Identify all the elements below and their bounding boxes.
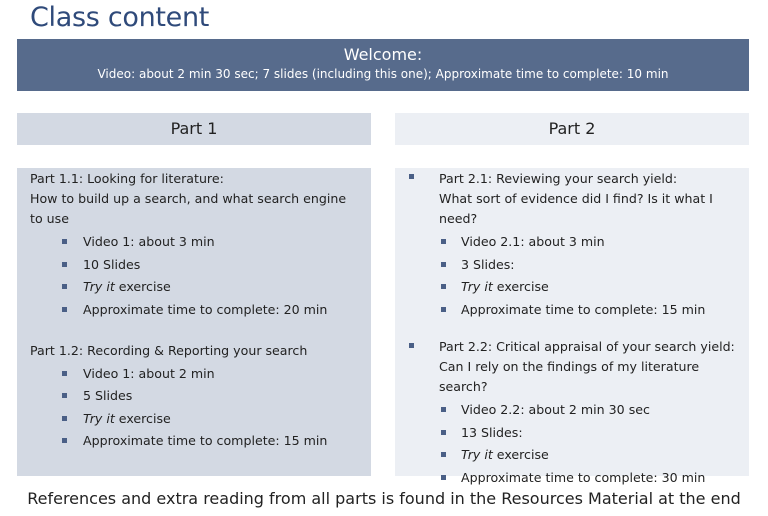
part1-2-section	[17, 340, 371, 363]
part1-1-title: Part 1.1: Looking for literature:	[30, 171, 224, 186]
list-item	[395, 467, 749, 490]
list-item	[17, 231, 371, 254]
time-info: Approximate time to complete: 15 min	[461, 301, 706, 317]
part2-1-list	[395, 231, 749, 321]
part2-panel	[395, 168, 749, 485]
part1-panel	[17, 168, 371, 476]
part2-2-list	[395, 399, 749, 489]
exercise-label: exercise	[114, 410, 171, 426]
list-item	[395, 276, 749, 299]
part2-1-description: What sort of evidence did I find? Is it what I need?	[439, 191, 713, 226]
part1-1-description: How to build up a search, and what search engine to use	[30, 191, 347, 226]
list-item	[17, 385, 371, 408]
video-info: Video 2.2: about 2 min 30 sec	[461, 402, 650, 417]
list-item	[17, 254, 371, 277]
part2-1-section	[395, 168, 749, 229]
part1-heading: Part 1	[17, 113, 371, 145]
time-info: Approximate time to complete: 30 min	[461, 469, 706, 485]
list-item	[17, 363, 371, 386]
slides-info: 5 Slides	[83, 388, 133, 403]
list-item	[17, 299, 371, 322]
part1-2-list	[17, 363, 371, 453]
video-info: Video 1: about 3 min	[83, 234, 215, 249]
list-item	[395, 399, 749, 422]
part2-1-title: Part 2.1: Reviewing your search yield:	[439, 171, 678, 186]
exercise-label: exercise	[492, 447, 549, 462]
time-info: Approximate time to complete: 20 min	[83, 301, 328, 317]
list-item	[17, 276, 371, 299]
list-item	[17, 408, 371, 431]
time-info: Approximate time to complete: 15 min	[83, 433, 328, 448]
video-info: Video 1: about 2 min	[83, 365, 215, 381]
slides-info: 13 Slides:	[461, 424, 523, 440]
list-item	[17, 430, 371, 453]
part2-2-section	[395, 337, 749, 397]
page-title: Class content	[30, 2, 210, 33]
list-item	[395, 422, 749, 445]
list-item	[395, 254, 749, 277]
list-item	[395, 444, 749, 467]
welcome-title: Welcome:	[343, 45, 423, 64]
part2-heading: Part 2	[395, 113, 749, 145]
slides-info: 10 Slides	[83, 256, 141, 272]
list-item	[395, 231, 749, 254]
welcome-subtitle: Video: about 2 min 30 sec; 7 slides (including this one); Approximate time to complete: 10 min	[97, 67, 669, 81]
video-info: Video 2.1: about 3 min	[461, 234, 605, 249]
tryit-label: Try it	[461, 447, 493, 462]
exercise-label: exercise	[114, 279, 171, 294]
list-item	[395, 299, 749, 322]
slides-info: 3 Slides:	[461, 256, 515, 272]
welcome-banner	[17, 39, 749, 91]
footer-note: References and extra reading from all parts is found in the Resources Material at the end	[27, 489, 741, 508]
part1-1-list	[17, 231, 371, 321]
part2-2-title: Part 2.2: Critical appraisal of your search yield:	[439, 339, 735, 354]
tryit-label: Try it	[83, 279, 115, 294]
tryit-label: Try it	[461, 279, 493, 294]
part1-2-title: Part 1.2: Recording & Reporting your search	[30, 343, 308, 358]
part2-2-description: Can I rely on the findings of my literature search?	[439, 359, 700, 394]
exercise-label: exercise	[492, 279, 549, 294]
part1-1-section	[17, 168, 371, 229]
tryit-label: Try it	[83, 410, 115, 426]
